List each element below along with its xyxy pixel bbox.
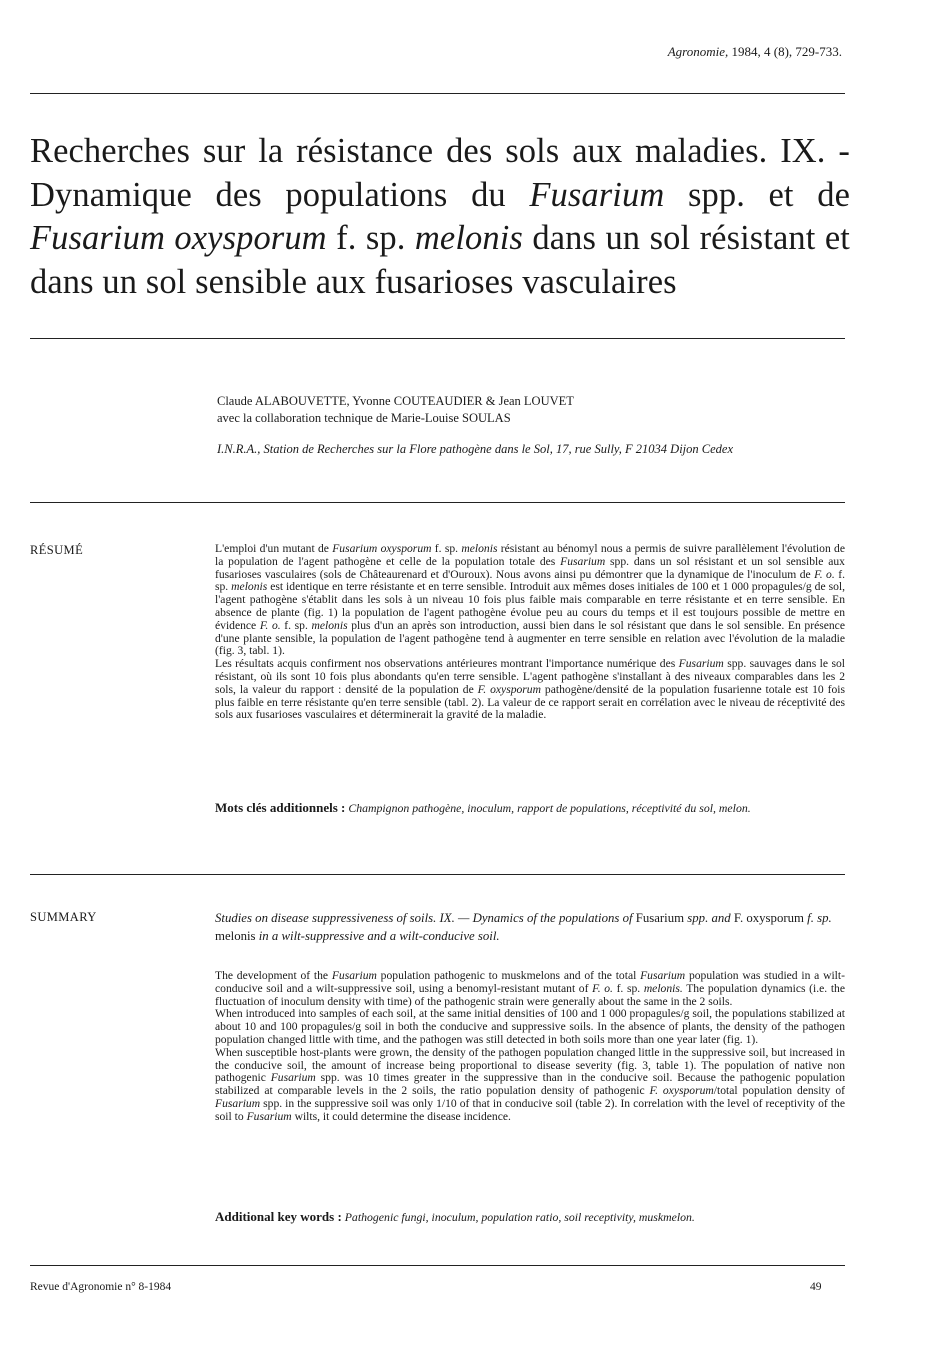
title-text: f. sp. (326, 219, 415, 257)
footer-journal: Revue d'Agronomie n° 8-1984 (30, 1281, 172, 1293)
footer-rule (30, 1265, 845, 1266)
resume-rule (30, 874, 845, 875)
journal-name: Agronomie, (667, 44, 729, 59)
keywords-label: Additional key words : (215, 1209, 342, 1224)
author-list: Claude ALABOUVETTE, Yvonne COUTEAUDIER & Jean LOUVET (217, 394, 574, 408)
summary-body (215, 970, 845, 1124)
page-number: 49 (810, 1281, 822, 1293)
summary-paragraph: When susceptible host-plants were grown, the density of the pathogen population changed little in the suppressive soil, but increased in the conducive soil, the amount of increase being proportional to disease severity (fig. 3, table 1). The population of native non pathogenic Fusarium spp. was 10 times greater in the suppressive than in the conducive soil. Because the pathogenic population stabilized at comparable levels in the 2 soils, the ratio population density of pathogenic F. oxysporum/total population density of Fusarium spp. in the suppressive soil was only 1/10 of that in conducive soil (table 2). In correlation with the level of receptivity of the soil to Fusarium wilts, it could determine the disease incidence. (215, 1045, 846, 1123)
resume-paragraph: Les résultats acquis confirment nos observations antérieures montrant l'importance numérique des Fusarium spp. sauvages dans le sol résistant, où ils sont 10 fois plus abondants qu'en terre sensible. L'agent pathogène s'installant à des niveaux comparables dans les 2 sols, la valeur du rapport : densité de la population de F. oxysporum pathogène/densité de la population fusarienne totale est 10 fois plus faible en terre résistante qu'en terre sensible (tabl. 2). La valeur de ce rapport serait en corrélation avec le niveau de réceptivité des sols aux fusarioses vasculaires et déterminerait la gravité de la maladie. (215, 657, 846, 722)
title-italic: Fusarium oxysporum (30, 219, 327, 257)
affiliation: I.N.R.A., Station de Recherches sur la Flore pathogène dans le Sol, 17, rue Sully, F 21034 Dijon Cedex (217, 442, 733, 456)
resume-body (215, 543, 845, 722)
resume-label: RÉSUMÉ (30, 543, 84, 557)
keywords-label: Mots clés additionnels : (215, 800, 346, 815)
english-title: Studies on disease suppressiveness of soils. IX. — Dynamics of the populations of Fusarium spp. and F. oxysporum f. sp. melonis in a wilt-suppressive and a wilt-conducive soil. (215, 911, 832, 943)
resume-keywords (215, 800, 845, 816)
collaboration-note: avec la collaboration technique de Marie-Louise SOULAS (217, 411, 511, 425)
title-italic: Fusarium (529, 175, 665, 214)
title-italic: melonis (414, 219, 523, 257)
summary-label: SUMMARY (30, 910, 97, 924)
citation-details: 1984, 4 (8), 729-733. (731, 44, 842, 59)
summary-paragraph: When introduced into samples of each soil, at the same initial densities of 100 and 1 000 propagules/g soil, the populations stabilized at about 10 and 100 propagules/g soil in both the conducive and suppressive soils. In the absence of plants, the density of the pathogen population changed little with time, and the pathogen was still detected in both soils more than one year later (fig. 1). (215, 1007, 845, 1046)
keywords-text: Pathogenic fungi, inoculum, population ratio, soil receptivity, muskmelon. (341, 1210, 695, 1224)
title-text: spp. et de (664, 175, 850, 214)
authors-rule (30, 502, 845, 503)
keywords-text: Champignon pathogène, inoculum, rapport de populations, réceptivité du sol, melon. (345, 801, 751, 815)
title-text: dans un sol résistant et dans un sol sensible aux fusarioses vasculaires (30, 219, 850, 301)
resume-paragraph: L'emploi d'un mutant de Fusarium oxysporum f. sp. melonis résistant au bénomyl nous a permis de suivre parallèlement l'évolution de la population de l'agent pathogène et celle de la population totale des Fusarium spp. dans un sol résistant et un sol sensible aux fusarioses vasculaires (sols de Châteaurenard et d'Ouroux). Nous avons ainsi pu démontrer que la dynamique de l'inoculum de F. o. f. sp. melonis est identique en terre résistante et en terre sensible. Introduit aux mêmes doses initiales de 100 et 1 000 propagules/g de sol, l'agent pathogène s'établit dans les sols à un niveau 10 fois plus faible mais comparable en terre résistante et en terre sensible. En absence de plante (fig. 1) la population de l'agent pathogène évolue peu au cours du temps et il est toujours possible de mettre en évidence F. o. f. sp. melonis plus d'un an après son introduction, aussi bien dans le sol résistant que dans le sol sensible. En présence d'une plante sensible, la population de l'agent pathogène tend à augmenter en terre sensible en relation avec l'évolution de la maladie (fig. 3, tabl. 1). (215, 542, 845, 658)
summary-keywords (215, 1209, 845, 1225)
title-rule (30, 338, 845, 339)
journal-citation (668, 44, 842, 60)
article-title (30, 130, 850, 304)
summary-paragraph: The development of the Fusarium population pathogenic to muskmelons and of the total Fusarium population was studied in a wilt-conducive soil and a wilt-suppressive soil, using a benomyl-resistant mutant of F. o. f. sp. melonis. The population dynamics (i.e. the fluctuation of inoculum density with time) of the pathogenic strain were generally about the same in the 2 soils. (215, 969, 845, 1008)
header-rule (30, 93, 845, 94)
title-text: Recherches sur la résistance des sols aux maladies. IX. - Dynamique des populations du (30, 132, 850, 214)
